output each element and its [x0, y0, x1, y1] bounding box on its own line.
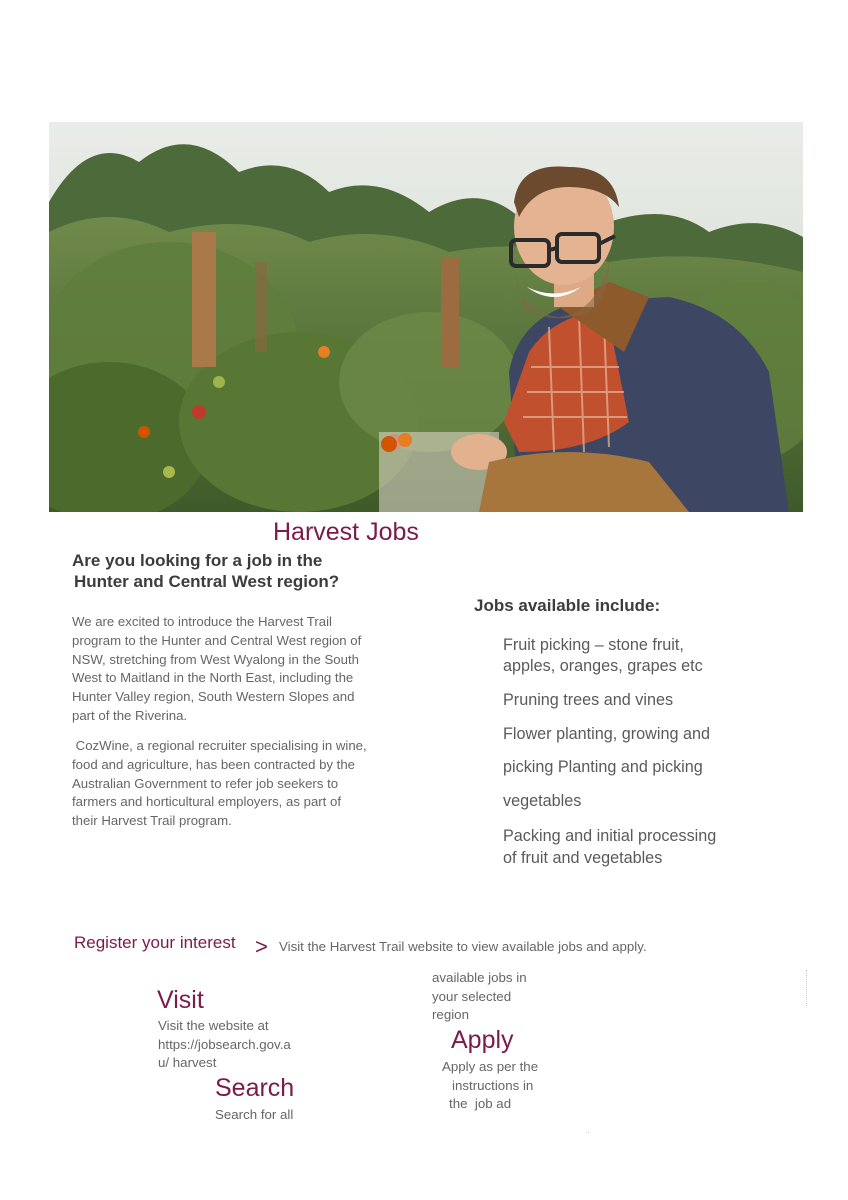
register-description: Visit the Harvest Trail website to view available jobs and apply. — [279, 939, 647, 954]
step-text-line: Apply as per the — [442, 1059, 539, 1074]
paragraph-line: food and agriculture, has been contracted by the — [72, 756, 355, 772]
paragraph-line: CozWine, a regional recruiter specialising in wine, — [72, 738, 367, 753]
jobs-heading: Jobs available include: — [474, 596, 661, 615]
job-item-line: picking Planting and picking — [503, 758, 703, 776]
paragraph-line: Australian Government to refer job seekers to — [72, 775, 339, 791]
step-search-text — [215, 1106, 293, 1125]
job-item-line: Pruning trees and vines — [503, 691, 674, 709]
step-text-line: Search for all — [215, 1107, 294, 1122]
job-item-line: vegetables — [503, 792, 582, 810]
intro-paragraph-2 — [72, 737, 402, 831]
paragraph-line: We are excited to introduce the Harvest Trail — [72, 614, 332, 629]
chevron-right-icon: > — [255, 934, 268, 959]
intro-heading — [72, 550, 402, 592]
step-text-line: available jobs in — [432, 970, 527, 985]
step-text-line: Visit the website at — [158, 1018, 269, 1033]
job-item-line: Fruit picking – stone fruit, — [503, 636, 684, 654]
paragraph-line: NSW, stretching from West Wyalong in the South — [72, 651, 359, 667]
hero-photo — [49, 122, 803, 512]
job-item-line: Flower planting, growing and — [503, 725, 710, 743]
job-item-line: apples, oranges, grapes etc — [503, 657, 703, 675]
paragraph-line: program to the Hunter and Central West region of — [72, 632, 362, 648]
register-interest-link[interactable]: Register your interest — [74, 933, 236, 952]
step-text-line: region — [432, 1007, 469, 1023]
paragraph-line: West to Maitland in the North East, including the — [72, 670, 354, 686]
step-visit-title: Visit — [157, 986, 204, 1014]
step-search-title: Search — [215, 1074, 295, 1102]
paragraph-line: their Harvest Trail program. — [72, 813, 232, 829]
decorative-divider — [806, 970, 809, 1006]
step-text-line: the job ad — [449, 1096, 512, 1112]
intro-heading-line: Hunter and Central West region? — [74, 572, 340, 591]
step-text-line: your selected — [432, 988, 512, 1004]
step-apply-text — [442, 1058, 538, 1114]
step-visit-text — [158, 1017, 291, 1073]
job-item-line: of fruit and vegetables — [503, 849, 663, 867]
farmer-illustration — [49, 122, 803, 512]
intro-paragraph-1 — [72, 613, 402, 726]
paragraph-line: part of the Riverina. — [72, 707, 188, 723]
decorative-dot — [588, 1132, 589, 1133]
job-item-line: Packing and initial processing — [503, 827, 717, 845]
website-link[interactable]: u/ harvest — [158, 1055, 217, 1071]
step-apply-title: Apply — [451, 1026, 514, 1054]
website-link[interactable]: https://jobsearch.gov.a — [158, 1036, 291, 1052]
step-text-line: instructions in — [452, 1077, 534, 1093]
intro-heading-line: Are you looking for a job in the — [72, 551, 323, 570]
paragraph-line: farmers and horticultural employers, as part of — [72, 794, 341, 810]
step-search-text-continued — [432, 969, 527, 1025]
page-title: Harvest Jobs — [273, 518, 419, 546]
paragraph-line: Hunter Valley region, South Western Slopes and — [72, 689, 355, 705]
